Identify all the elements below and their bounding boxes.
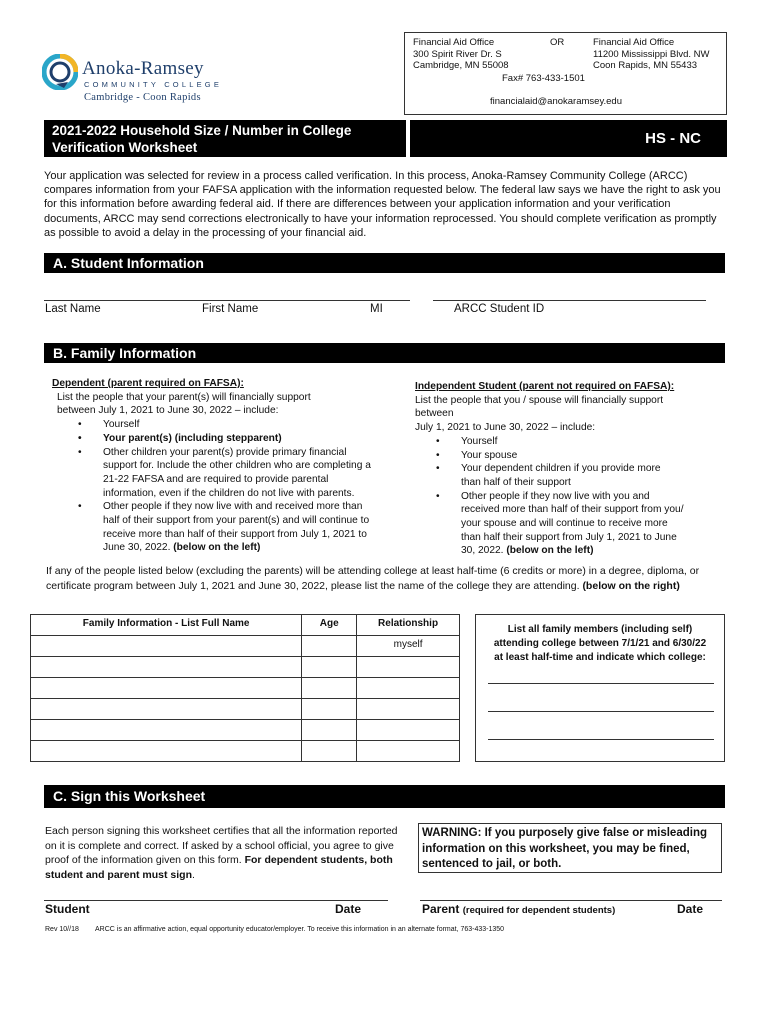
college-box-line3: at least half-time and indicate which college: xyxy=(494,652,706,663)
college-attendance-note: If any of the people listed below (excluding the parents) will be attending college at least half-time (6 credits or more) in a degree, diploma, or certificate program between July 1, 2021 and June 30, 2022, please list the name of the college they are attending. (below on the right) xyxy=(46,565,700,592)
table-row xyxy=(31,699,460,720)
worksheet-code: HS - NC xyxy=(410,120,727,157)
mi-label: MI xyxy=(370,303,383,315)
age-cell[interactable] xyxy=(302,657,357,678)
address-left-line2: 300 Spirit River Dr. S xyxy=(413,48,502,60)
relationship-cell[interactable] xyxy=(357,657,460,678)
age-cell[interactable] xyxy=(302,720,357,741)
address-or: OR xyxy=(550,37,565,48)
college-name: Anoka-Ramsey xyxy=(82,58,204,79)
warning-box: WARNING: If you purposely give false or misleading information on this worksheet, you may be fined, sentenced to jail, or both. xyxy=(418,823,722,873)
dependent-bullet: • Other people if they now live with and received more than half of their support from your parent(s) and will continue to receive more than half of their support from July 1, 2021 to June 30, 2022. (below on the left) xyxy=(57,500,407,555)
college-logo-icon xyxy=(42,54,78,90)
relationship-cell[interactable] xyxy=(357,741,460,762)
address-right-line3: Coon Rapids, MN 55433 xyxy=(593,60,698,71)
table-row xyxy=(31,657,460,678)
college-attendance-box xyxy=(475,614,725,762)
college-campuses: Cambridge - Coon Rapids xyxy=(84,92,201,103)
name-cell[interactable] xyxy=(31,678,302,699)
dependent-bullet: • Other children your parent(s) provide primary financial support for. Include the other children who are completing a 21-22 FAFSA and are required to provide parental information, even if the children do not live with parents. xyxy=(57,446,407,501)
col-header-name: Family Information - List Full Name xyxy=(31,615,302,636)
address-box xyxy=(404,32,727,115)
table-row xyxy=(31,720,460,741)
age-cell[interactable] xyxy=(302,678,357,699)
address-right-line2: 11200 Mississippi Blvd. NW xyxy=(593,48,710,60)
independent-block xyxy=(415,380,725,558)
dependent-intro-1: List the people that your parent(s) will financially support xyxy=(57,391,311,403)
col-header-age: Age xyxy=(302,615,357,636)
intro-paragraph: Your application was selected for review in a process called verification. In this process, Anoka-Ramsey Community College (ARCC) compares information from your FAFSA application with the information requested below. The federal law says we have the right to ask you for this information before awarding federal aid. If there are differences between your application information and your verification documents, ARCC may send corrections electronically to have your information reprocessed. You should complete verification as promptly as possible to avoid a delay in the processing of your financial aid. xyxy=(44,170,721,239)
college-entry-line[interactable] xyxy=(488,711,714,712)
table-row xyxy=(31,636,460,657)
parent-signature-line[interactable] xyxy=(420,900,722,901)
certification-text: Each person signing this worksheet certifies that all the information reported on it is complete and correct. If asked by a school official, you agree to give proof of the information given on this form. For dependent students, both student and parent must sign. xyxy=(45,825,398,881)
college-box-line1: List all family members (including self) xyxy=(507,624,693,635)
address-email: financialaid@anokaramsey.edu xyxy=(490,96,622,107)
section-b-header: B. Family Information xyxy=(44,343,725,363)
family-table-header xyxy=(31,615,460,636)
address-right-line1: Financial Aid Office xyxy=(593,37,675,48)
dependent-heading: Dependent (parent required on FAFSA): xyxy=(52,378,244,389)
independent-bullet: • Yourself xyxy=(415,435,725,449)
dependent-block xyxy=(52,377,407,555)
dependent-bullet: • Yourself xyxy=(57,418,407,432)
name-signature-line[interactable] xyxy=(44,300,410,301)
age-cell[interactable] xyxy=(302,741,357,762)
relationship-cell[interactable]: myself xyxy=(357,636,460,657)
independent-intro-2: between xyxy=(415,408,454,420)
first-name-label: First Name xyxy=(202,303,259,315)
address-left-line3: Cambridge, MN 55008 xyxy=(413,60,509,71)
name-cell[interactable] xyxy=(31,741,302,762)
revision-label: Rev 10//18 xyxy=(45,926,79,933)
dependent-bullet: • Your parent(s) (including stepparent) xyxy=(57,432,407,446)
name-cell[interactable] xyxy=(31,699,302,720)
address-left-line1: Financial Aid Office xyxy=(413,37,495,48)
name-cell[interactable] xyxy=(31,636,302,657)
independent-bullet: • Other people if they now live with you and received more than half of their support from you/ your spouse and will continue to receive more than half their support from July 1, 2021 to June 30, 2022. (below on the left) xyxy=(415,490,725,559)
worksheet-title-line1: 2021-2022 Household Size / Number in College xyxy=(52,123,352,138)
age-cell[interactable] xyxy=(302,699,357,720)
parent-note: (required for dependent students) xyxy=(462,905,616,916)
relationship-cell[interactable] xyxy=(357,678,460,699)
parent-signature-label: Parent (required for dependent students) xyxy=(422,902,616,916)
section-a-header: A. Student Information xyxy=(44,253,725,273)
table-row xyxy=(31,678,460,699)
student-signature-label: Student xyxy=(45,902,90,916)
college-subtitle: COMMUNITY COLLEGE xyxy=(84,80,223,89)
relationship-cell[interactable] xyxy=(357,699,460,720)
section-c-header: C. Sign this Worksheet xyxy=(44,785,725,808)
table-row xyxy=(31,741,460,762)
relationship-cell[interactable] xyxy=(357,720,460,741)
col-header-relationship: Relationship xyxy=(357,615,460,636)
worksheet-title xyxy=(44,120,406,157)
independent-intro-1: List the people that you / spouse will financially support xyxy=(415,394,664,406)
student-id-line[interactable] xyxy=(433,300,706,301)
last-name-label: Last Name xyxy=(45,303,101,315)
family-table xyxy=(30,614,460,762)
age-cell[interactable] xyxy=(302,636,357,657)
independent-bullet: • Your spouse xyxy=(415,449,725,463)
eeo-notice: ARCC is an affirmative action, equal opportunity educator/employer. To receive this information in an alternate format, 763-433-1350 xyxy=(95,926,505,933)
worksheet-title-line2: Verification Worksheet xyxy=(52,140,198,155)
student-date-label: Date xyxy=(335,902,362,916)
name-cell[interactable] xyxy=(31,657,302,678)
student-signature-line[interactable] xyxy=(44,900,388,901)
independent-intro-3: July 1, 2021 to June 30, 2022 – include: xyxy=(415,422,596,434)
parent-date-label: Date xyxy=(677,902,704,916)
college-entry-line[interactable] xyxy=(488,739,714,740)
name-cell[interactable] xyxy=(31,720,302,741)
address-fax: Fax# 763-433-1501 xyxy=(502,73,585,84)
student-id-label: ARCC Student ID xyxy=(454,303,545,315)
college-box-line2: attending college between 7/1/21 and 6/30/22 xyxy=(493,638,707,649)
independent-heading: Independent Student (parent not required on FAFSA): xyxy=(415,381,675,392)
college-entry-line[interactable] xyxy=(488,683,714,684)
dependent-intro-2: between July 1, 2021 to June 30, 2022 – include: xyxy=(57,405,279,417)
independent-bullet: • Your dependent children if you provide more than half of their support xyxy=(415,462,725,489)
